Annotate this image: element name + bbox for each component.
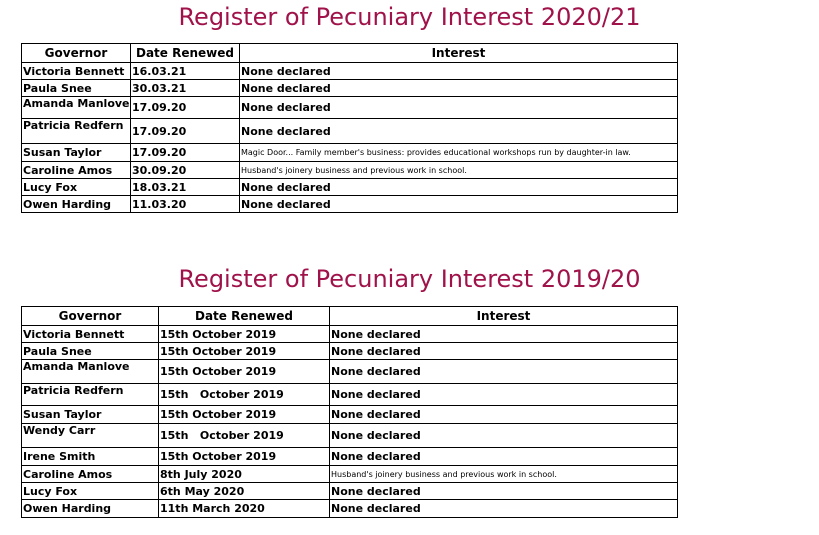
table-row	[22, 424, 678, 448]
table-row	[22, 80, 678, 97]
governor-cell: Susan Taylor	[22, 144, 131, 162]
table-row	[22, 343, 678, 360]
date-cell: 16.03.21	[131, 63, 240, 80]
table-row	[22, 466, 678, 483]
interest-cell: None declared	[330, 483, 678, 500]
interest-cell: None declared	[330, 424, 678, 448]
table-row	[22, 483, 678, 500]
date-cell: 11.03.20	[131, 196, 240, 213]
interest-cell: None declared	[330, 343, 678, 360]
table-row	[22, 179, 678, 196]
governor-cell: Wendy Carr	[22, 424, 159, 448]
date-cell: 6th May 2020	[159, 483, 330, 500]
governor-cell: Victoria Bennett	[22, 326, 159, 343]
governor-header: Governor	[22, 44, 131, 63]
date-cell: 15th October 2019	[159, 343, 330, 360]
table-row	[22, 63, 678, 80]
date-renewed-header: Date Renewed	[131, 44, 240, 63]
table-row	[22, 144, 678, 162]
governor-cell: Irene Smith	[22, 448, 159, 466]
interest-cell: None declared	[330, 406, 678, 424]
date-cell: 18.03.21	[131, 179, 240, 196]
governor-cell: Patricia Redfern	[22, 119, 131, 144]
interest-cell: Husband's joinery business and previous work in school.	[330, 466, 678, 483]
governor-cell: Caroline Amos	[22, 466, 159, 483]
governor-cell: Lucy Fox	[22, 483, 159, 500]
governor-cell: Patricia Redfern	[22, 384, 159, 406]
table-row	[22, 196, 678, 213]
table-row	[22, 119, 678, 144]
table-row	[22, 360, 678, 384]
interest-cell: None declared	[330, 384, 678, 406]
interest-cell: Husband's joinery business and previous work in school.	[240, 162, 678, 179]
date-cell: 8th July 2020	[159, 466, 330, 483]
date-cell: 17.09.20	[131, 144, 240, 162]
date-cell: 15th October 2019	[159, 326, 330, 343]
interest-cell: None declared	[240, 196, 678, 213]
date-cell: 30.09.20	[131, 162, 240, 179]
governor-cell: Owen Harding	[22, 500, 159, 518]
governor-cell: Lucy Fox	[22, 179, 131, 196]
date-cell: 17.09.20	[131, 97, 240, 119]
register-2019-table	[21, 306, 678, 518]
interest-header: Interest	[240, 44, 678, 63]
date-cell: 15th October 2019	[159, 406, 330, 424]
interest-cell: None declared	[240, 119, 678, 144]
table-row	[22, 500, 678, 518]
interest-cell: None declared	[240, 97, 678, 119]
governor-cell: Paula Snee	[22, 80, 131, 97]
register-2019-title: Register of Pecuniary Interest 2019/20	[178, 265, 641, 293]
date-cell: 30.03.21	[131, 80, 240, 97]
date-cell: 17.09.20	[131, 119, 240, 144]
governor-cell: Victoria Bennett	[22, 63, 131, 80]
governor-cell: Paula Snee	[22, 343, 159, 360]
date-renewed-header: Date Renewed	[159, 307, 330, 326]
date-cell: 11th March 2020	[159, 500, 330, 518]
governor-cell: Owen Harding	[22, 196, 131, 213]
register-2020-table	[21, 43, 678, 213]
table-header-row	[22, 307, 678, 326]
table-row	[22, 384, 678, 406]
table-row	[22, 162, 678, 179]
interest-cell: None declared	[240, 80, 678, 97]
table-row	[22, 326, 678, 343]
governor-cell: Caroline Amos	[22, 162, 131, 179]
date-cell: 15th October 2019	[159, 360, 330, 384]
interest-header: Interest	[330, 307, 678, 326]
governor-cell: Amanda Manlove	[22, 360, 159, 384]
interest-cell: None declared	[330, 326, 678, 343]
date-cell: 15th October 2019	[159, 448, 330, 466]
table-header-row	[22, 44, 678, 63]
table-row	[22, 97, 678, 119]
governor-cell: Susan Taylor	[22, 406, 159, 424]
interest-cell: None declared	[240, 179, 678, 196]
interest-cell: None declared	[240, 63, 678, 80]
register-2020-title: Register of Pecuniary Interest 2020/21	[178, 3, 641, 31]
governor-cell: Amanda Manlove	[22, 97, 131, 119]
interest-cell: Magic Door... Family member's business: provides educational workshops run by daughter-in law.	[240, 144, 678, 162]
table-row	[22, 448, 678, 466]
interest-cell: None declared	[330, 448, 678, 466]
interest-cell: None declared	[330, 500, 678, 518]
date-cell: 15th October 2019	[159, 384, 330, 406]
table-row	[22, 406, 678, 424]
date-cell: 15th October 2019	[159, 424, 330, 448]
interest-cell: None declared	[330, 360, 678, 384]
governor-header: Governor	[22, 307, 159, 326]
